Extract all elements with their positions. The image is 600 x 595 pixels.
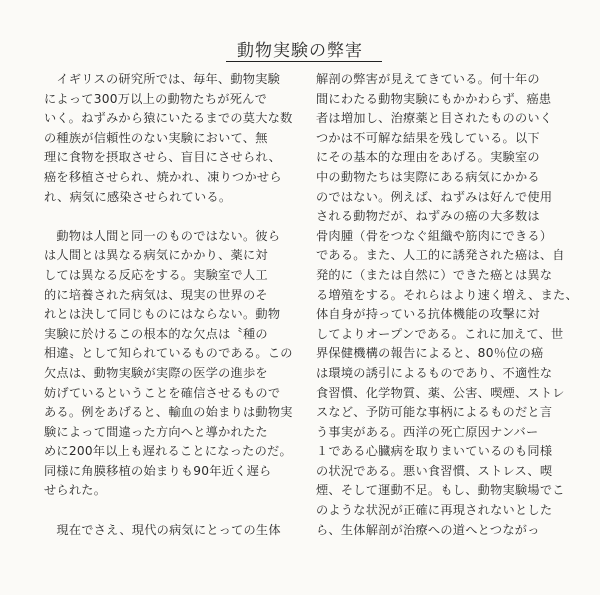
text-line: 体自身が持っている抗体機能の攻撃に対 — [316, 307, 540, 322]
text-line: スなど、予防可能な事柄によるものだと言 — [316, 405, 553, 420]
right-column — [316, 70, 578, 540]
text-line: 間にわたる動物実験にもかかわらず、癌患 — [316, 91, 552, 106]
text-line: である。また、人工的に誘発された癌は、自 — [316, 248, 565, 263]
text-line: 同様に角膜移植の始まりも90年近く遅ら — [44, 463, 272, 478]
text-line: 食習慣、化学物質、薬、公害、喫煙、ストレ — [316, 385, 565, 400]
text-line: は環境の誘引によるものであり、不適性な — [316, 365, 553, 380]
text-line: ある。例をあげると、輸血の始まりは動物実 — [44, 405, 293, 420]
text-line: 者は増加し、治療薬と目されたもののいく — [316, 111, 553, 126]
text-line: にその基本的な理由をあげる。実験室の — [316, 150, 540, 165]
text-line: せられた。 — [44, 483, 107, 498]
text-line: しては異なる反応をする。実験室で人工 — [44, 267, 268, 282]
text-line: 界保健機構の報告によると、80％位の癌 — [316, 346, 544, 361]
text-line: 癌を移植させられ、焼かれ、凍りつかせら — [44, 169, 282, 184]
text-line: イギリスの研究所では、毎年、動物実験 — [44, 72, 281, 86]
text-line: してよりオープンである。これに加えて、世 — [316, 326, 564, 341]
text-line: めに200年以上も遅れることになったのだ。 — [44, 444, 292, 459]
text-line: る増殖をする。それらはより速く増え、また、 — [316, 287, 578, 302]
text-line: 相違〟として知られているものである。この — [44, 346, 293, 361]
text-line: される動物だが、ねずみの癌の大多数は — [316, 209, 540, 224]
text-line: は人間とは異なる病気にかかり、薬に対 — [44, 248, 268, 263]
text-line: 中の動物たちは実際にある病気にかかる — [316, 169, 540, 184]
text-line: ら、生体解剖が治療への道へとつながっ — [316, 522, 540, 537]
paragraph-gap — [44, 207, 296, 227]
text-line: 発的に（または自然に）できた癌とは異な — [316, 267, 553, 282]
text-line: れ、病気に感染させられている。 — [44, 189, 232, 204]
text-line: 煙、そして運動不足。もし、動物実験場でこ — [316, 483, 565, 498]
text-line: の状況である。悪い食習慣、ストレス、喫 — [316, 463, 553, 478]
article-title: 動物実験の弊害 — [237, 41, 363, 61]
paragraph-gap — [44, 501, 296, 521]
text-line: れとは決して同じものにはならない。動物 — [44, 307, 281, 322]
title-underline — [226, 61, 382, 62]
text-line: 骨肉腫（骨をつなぐ組織や筋肉にできる） — [316, 228, 553, 243]
text-line: 理に食物を摂取させら、盲目にさせられ、 — [44, 150, 282, 165]
left-column — [44, 70, 296, 540]
text-line: のではない。例えば、ねずみは好んで使用 — [316, 189, 553, 204]
text-line: 験によって間違った方向へと導かれたた — [44, 424, 268, 439]
text-line: 妨げているということを確信させるもので — [44, 385, 281, 400]
text-line: 解剖の弊害が見えてきている。何十年の — [316, 72, 540, 86]
text-line: 欠点は、動物実験が実際の医学の進歩を — [44, 365, 268, 380]
text-line: 動物は人間と同一のものではない。彼ら — [44, 228, 281, 243]
text-line: う事実がある。西洋の死亡原因ナンバー — [316, 424, 539, 439]
text-line: の種族が信頼性のない実験において、無 — [44, 130, 268, 145]
text-line: いく。ねずみから猿にいたるまでの莫大な数 — [44, 111, 293, 126]
text-line: 実験に於けるこの根本的な欠点は〝種の — [44, 326, 268, 341]
text-line: のような状況が正確に再現されないとした — [316, 503, 553, 518]
text-line: 現在でさえ、現代の病気にとっての生体 — [44, 522, 281, 537]
text-line: 的に培養された病気は、現実の世界のそ — [44, 287, 268, 302]
text-line: によって300万以上の動物たちが死んで — [44, 91, 268, 106]
text-line: １である心臓病を取りまいているのも同様 — [316, 444, 553, 459]
text-line: つかは不可解な結果を残している。以下 — [316, 130, 540, 145]
